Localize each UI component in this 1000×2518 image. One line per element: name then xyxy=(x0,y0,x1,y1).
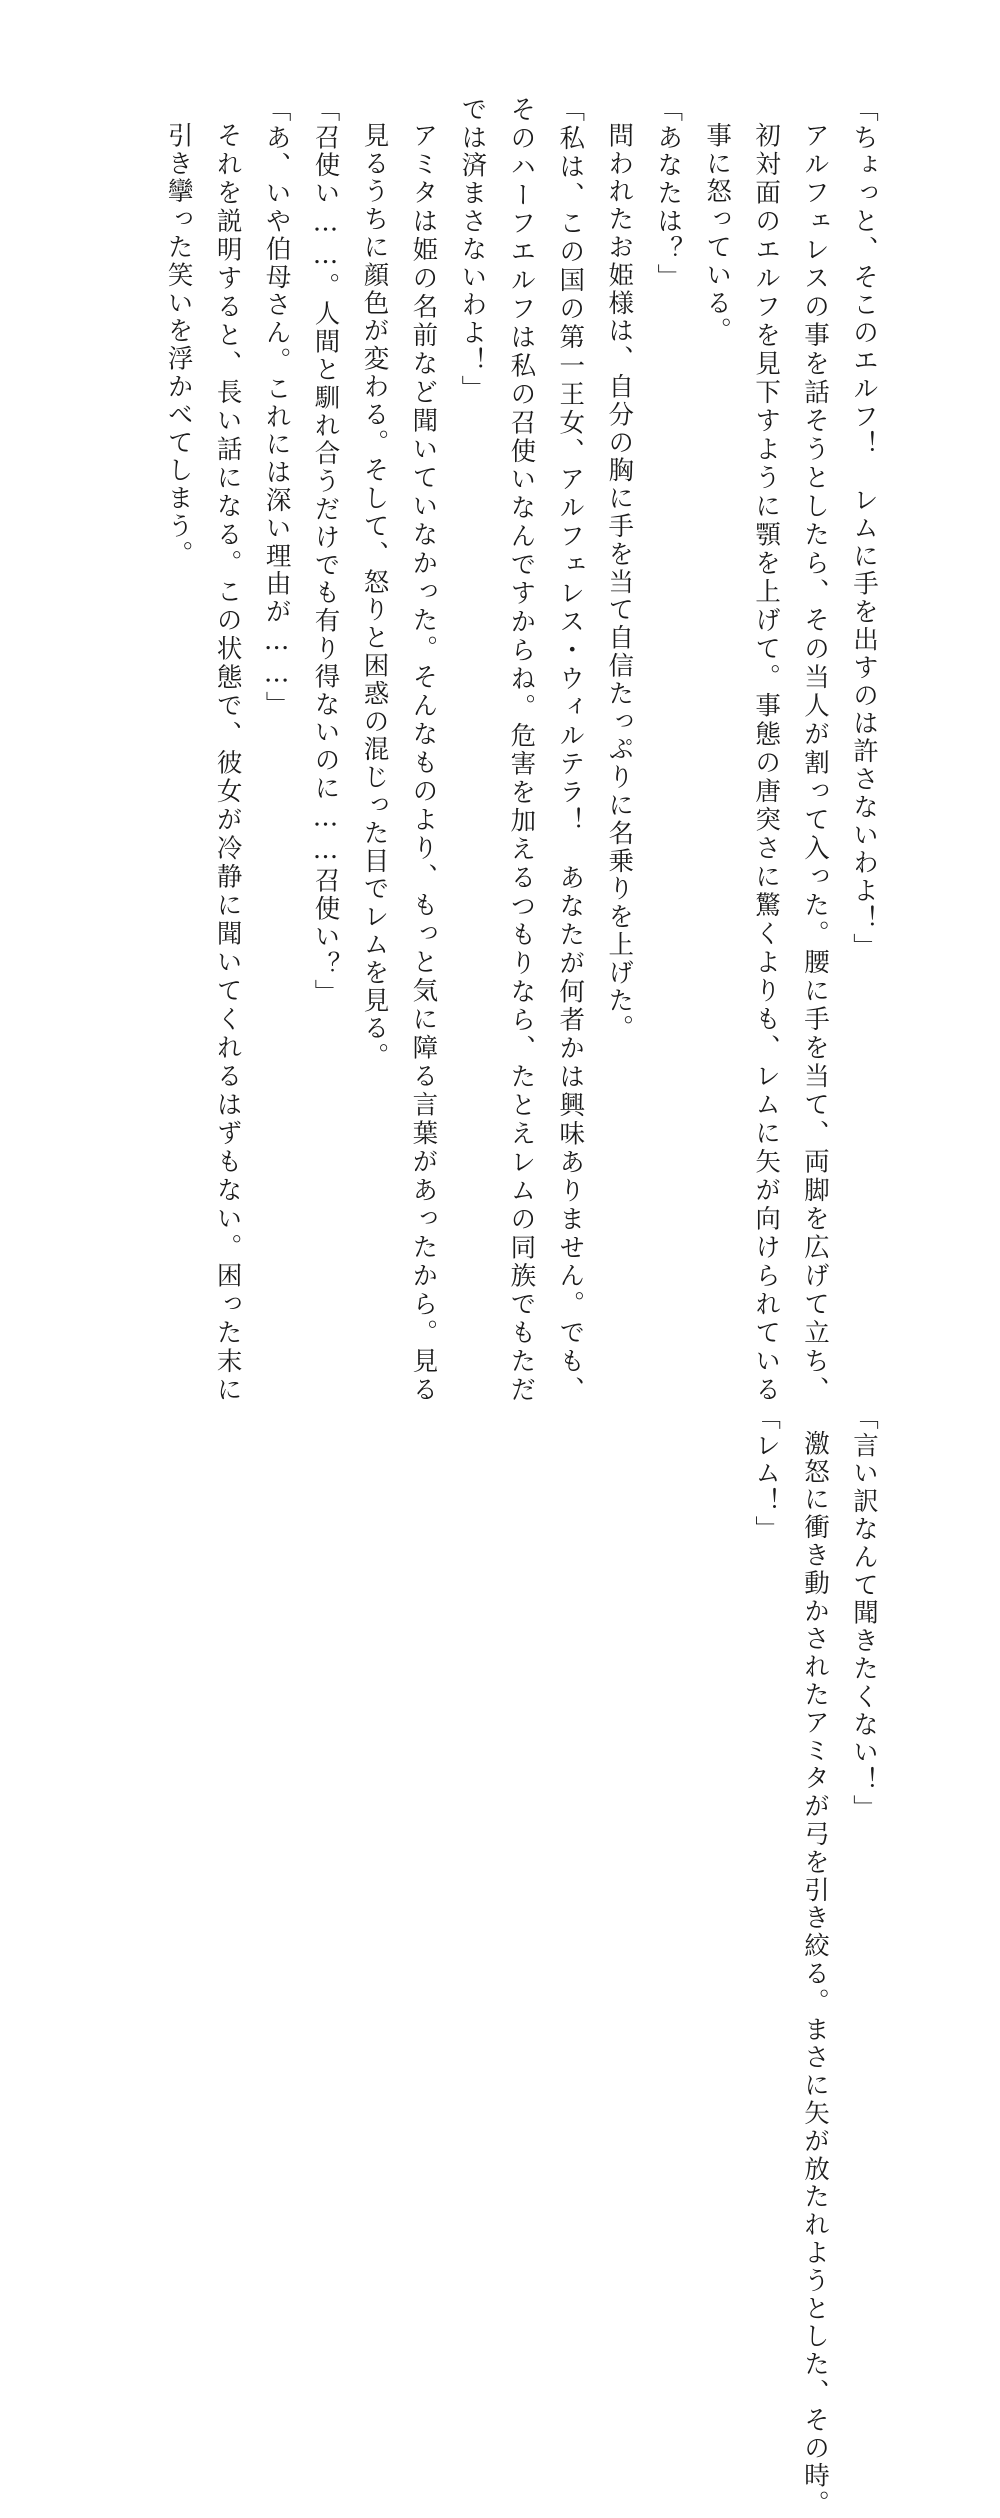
paragraph: 「私は、この国の第一王女、アルフェレス・ウィルテラ！ あなたが何者かは興味ありません。でも、そのハーフエルフは私の召使いなんですからね。危害を加えるつもりなら、たとえレムの同族でもただでは済まさないわよ！」 xyxy=(457,96,586,1404)
paragraph: 「召使い……。人間と馴れ合うだけでも有り得ないのに……召使い？」 xyxy=(310,96,341,1007)
paragraph: 「レム！」 xyxy=(751,1404,782,1544)
paragraph: それを説明すると、長い話になる。この状態で、彼女が冷静に聞いてくれるはずもない。困った末に引き攣った笑いを浮かべてしまう。 xyxy=(163,122,243,1404)
paragraph: 「言い訳なんて聞きたくない！」 xyxy=(849,1404,879,1823)
paragraph: 「あなたは？」 xyxy=(653,96,684,292)
paragraph: 問われたお姫様は、自分の胸に手を当て自信たっぷりに名乗りを上げた。 xyxy=(604,122,635,1043)
paragraph: アルフェレスの事を話そうとしたら、その当人が割って入った。腰に手を当て、両脚を広げて立ち、初対面のエルフを見下すように顎を上げて。事態の唐突さに驚くよりも、レムに矢が向けられている事に怒っている。 xyxy=(702,122,831,1404)
paragraph: 「あ、いや伯母さん。これには深い理由が……」 xyxy=(261,96,292,719)
vertical-body-text xyxy=(112,96,888,2518)
paragraph: 「ちょっと、そこのエルフ！ レムに手を出すのは許さないわよ！」 xyxy=(849,96,879,961)
page-text-area xyxy=(112,96,888,2518)
paragraph: 激怒に衝き動かされたアミタが弓を引き絞る。まさに矢が放たれようとした、その時。 xyxy=(800,1430,831,2518)
paragraph: アミタは姫の名前など聞いていなかった。そんなものより、もっと気に障る言葉があったから。見る見るうちに顔色が変わる。そして、怒りと困惑の混じった目でレムを見る。 xyxy=(359,122,439,1404)
